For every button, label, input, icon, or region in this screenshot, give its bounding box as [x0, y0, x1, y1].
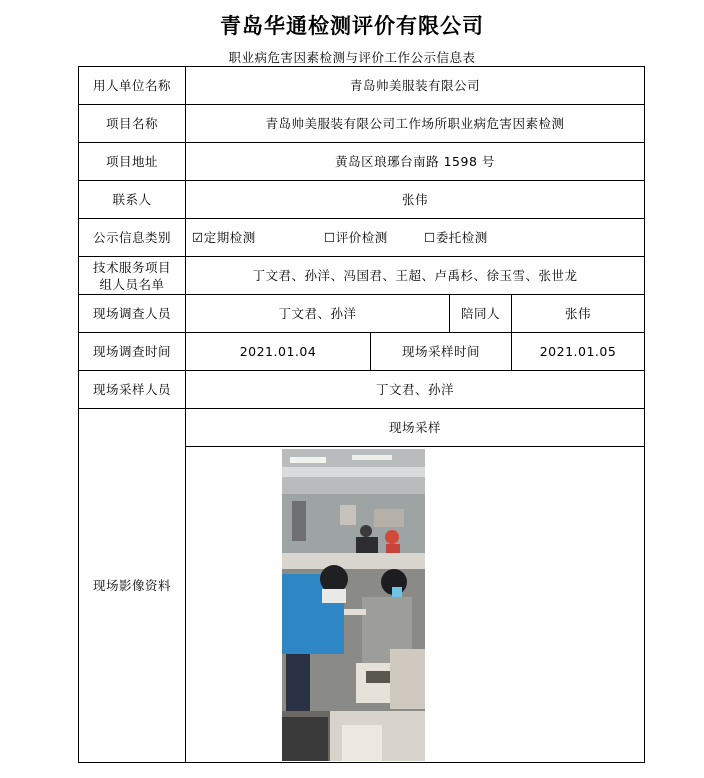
team-value: 丁文君、孙洋、冯国君、王超、卢禹杉、徐玉雪、张世龙: [186, 257, 645, 295]
site-sampling-photo: [282, 449, 425, 761]
table-row: [79, 181, 645, 219]
survey-staff-value: 丁文君、孙洋: [186, 295, 450, 333]
table-row: [79, 219, 645, 257]
sampling-staff-value: 丁文君、孙洋: [186, 371, 645, 409]
address-label: 项目地址: [79, 143, 186, 181]
sampling-staff-label: 现场采样人员: [79, 371, 186, 409]
contact-value: 张伟: [186, 181, 645, 219]
survey-time-label: 现场调查时间: [79, 333, 186, 371]
category-label: 公示信息类别: [79, 219, 186, 257]
employer-value: 青岛帅美服装有限公司: [186, 67, 645, 105]
category-option-evaluation[interactable]: [324, 229, 424, 247]
survey-staff-label: 现场调查人员: [79, 295, 186, 333]
category-option-label: 评价检测: [335, 229, 388, 245]
page-subtitle: 职业病危害因素检测与评价工作公示信息表: [228, 50, 476, 65]
survey-time-value: 2021.01.04: [186, 333, 371, 371]
project-label: 项目名称: [79, 105, 186, 143]
table-row: [79, 67, 645, 105]
companion-label: 陪同人: [450, 295, 512, 333]
media-cell: [186, 447, 645, 763]
companion-value: 张伟: [512, 295, 645, 333]
category-option-label: 委托检测: [435, 229, 488, 245]
sampling-time-label: 现场采样时间: [371, 333, 512, 371]
project-value: 青岛帅美服装有限公司工作场所职业病危害因素检测: [186, 105, 645, 143]
category-options: [186, 219, 645, 257]
media-header: 现场采样: [186, 409, 645, 447]
site-photo-illustration: [282, 449, 425, 761]
table-row: [79, 409, 645, 447]
category-option-commissioned[interactable]: [424, 229, 488, 247]
table-row: [79, 105, 645, 143]
category-option-label: 定期检测: [203, 229, 256, 245]
sampling-time-value: 2021.01.05: [512, 333, 645, 371]
checkbox-checked-icon: ☑: [192, 229, 204, 245]
media-label: 现场影像资料: [79, 409, 186, 763]
checkbox-unchecked-icon: ☐: [324, 229, 336, 245]
contact-label: 联系人: [79, 181, 186, 219]
table-row: [79, 333, 645, 371]
table-row: [79, 143, 645, 181]
team-label: 技术服务项目组人员名单: [79, 257, 186, 295]
info-table: [78, 66, 645, 763]
address-value: 黄岛区琅琊台南路 1598 号: [186, 143, 645, 181]
table-row: [79, 295, 645, 333]
page-title: 青岛华通检测评价有限公司: [220, 14, 484, 38]
employer-label: 用人单位名称: [79, 67, 186, 105]
category-option-periodic[interactable]: [192, 229, 324, 247]
table-row: [79, 371, 645, 409]
table-row: [79, 257, 645, 295]
checkbox-unchecked-icon: ☐: [424, 229, 436, 245]
